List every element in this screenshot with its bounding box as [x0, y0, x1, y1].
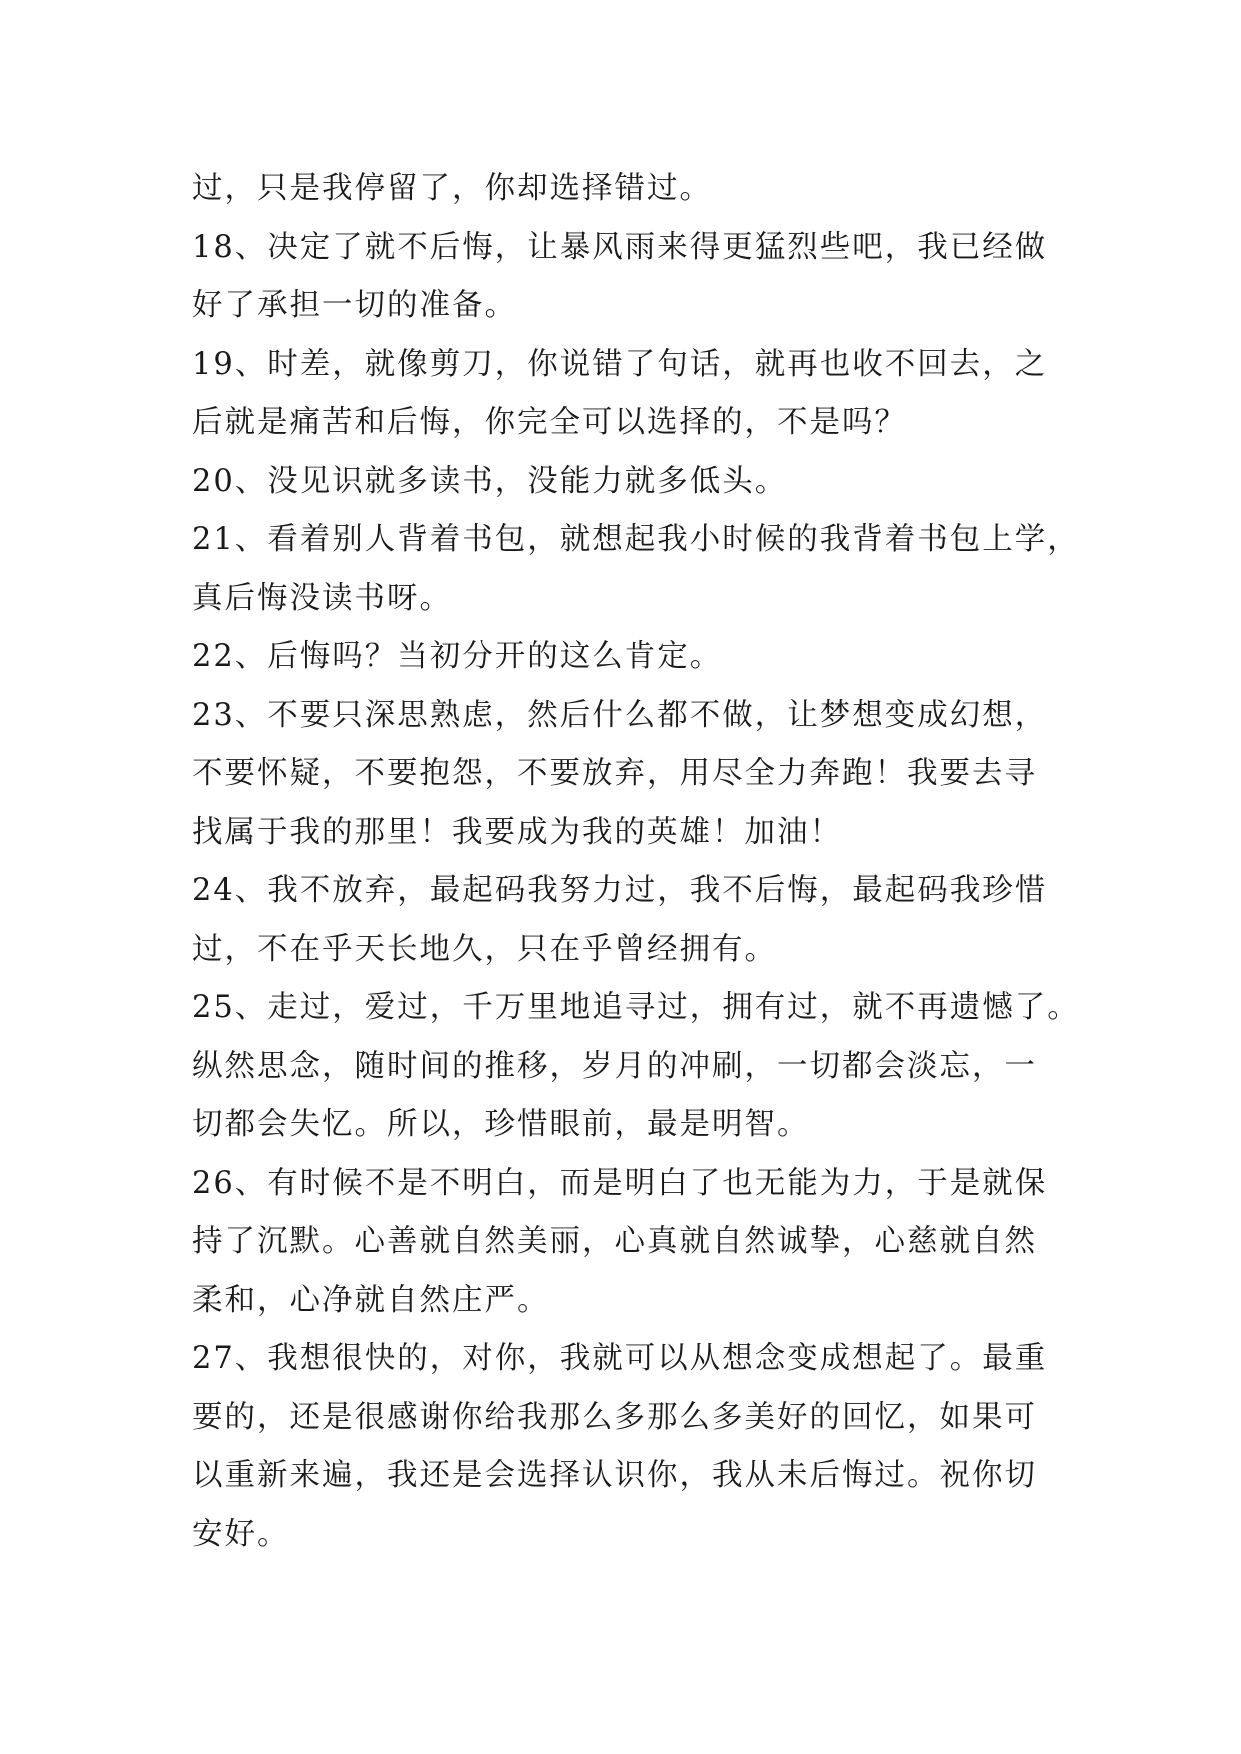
text-line: 过，只是我停留了，你却选择错过。 — [192, 171, 712, 206]
text-line: 24、我不放弃，最起码我努力过，我不后悔，最起码我珍惜 — [192, 873, 1048, 908]
text-line: 持了沉默。心善就自然美丽，心真就自然诚挚，心慈就自然 — [192, 1224, 1037, 1259]
text-line: 安好。 — [192, 1516, 290, 1552]
text-line: 后就是痛苦和后悔，你完全可以选择的，不是吗？ — [192, 405, 907, 440]
text-line: 19、时差，就像剪刀，你说错了句话，就再也收不回去，之 — [192, 346, 1048, 382]
text-line: 26、有时候不是不明白，而是明白了也无能为力，于是就保 — [192, 1165, 1048, 1201]
text-line: 以重新来遍，我还是会选择认识你，我从未后悔过。祝你切 — [192, 1458, 1037, 1493]
body-text — [192, 160, 1080, 1564]
text-line: 纵然思念，随时间的推移，岁月的冲刷，一切都会淡忘，一 — [192, 1048, 1037, 1084]
text-line: 柔和，心净就自然庄严。 — [192, 1282, 550, 1318]
text-line: 切都会失忆。所以，珍惜眼前，最是明智。 — [192, 1107, 810, 1142]
text-line: 18、决定了就不后悔，让暴风雨来得更猛烈些吧，我已经做 — [192, 229, 1048, 265]
text-line: 23、不要只深思熟虑，然后什么都不做，让梦想变成幻想， — [192, 697, 1048, 733]
text-line: 25、走过，爱过，千万里地追寻过，拥有过，就不再遗憾了。 — [192, 990, 1080, 1025]
text-line: 27、我想很快的，对你，我就可以从想念变成想起了。最重 — [192, 1341, 1048, 1376]
text-line: 真后悔没读书呀。 — [192, 580, 452, 616]
text-line: 不要怀疑，不要抱怨，不要放弃，用尽全力奔跑！我要去寻 — [192, 756, 1037, 791]
text-line: 找属于我的那里！我要成为我的英雄！加油！ — [192, 814, 842, 850]
text-line: 要的，还是很感谢你给我那么多那么多美好的回忆，如果可 — [192, 1399, 1037, 1435]
text-line: 过，不在乎天长地久，只在乎曾经拥有。 — [192, 931, 777, 967]
text-line: 21、看着别人背着书包，就想起我小时候的我背着书包上学， — [192, 522, 1080, 557]
text-line: 22、后悔吗？当初分开的这么肯定。 — [192, 639, 723, 674]
text-line: 好了承担一切的准备。 — [192, 288, 517, 323]
text-line: 20、没见识就多读书，没能力就多低头。 — [192, 463, 788, 499]
